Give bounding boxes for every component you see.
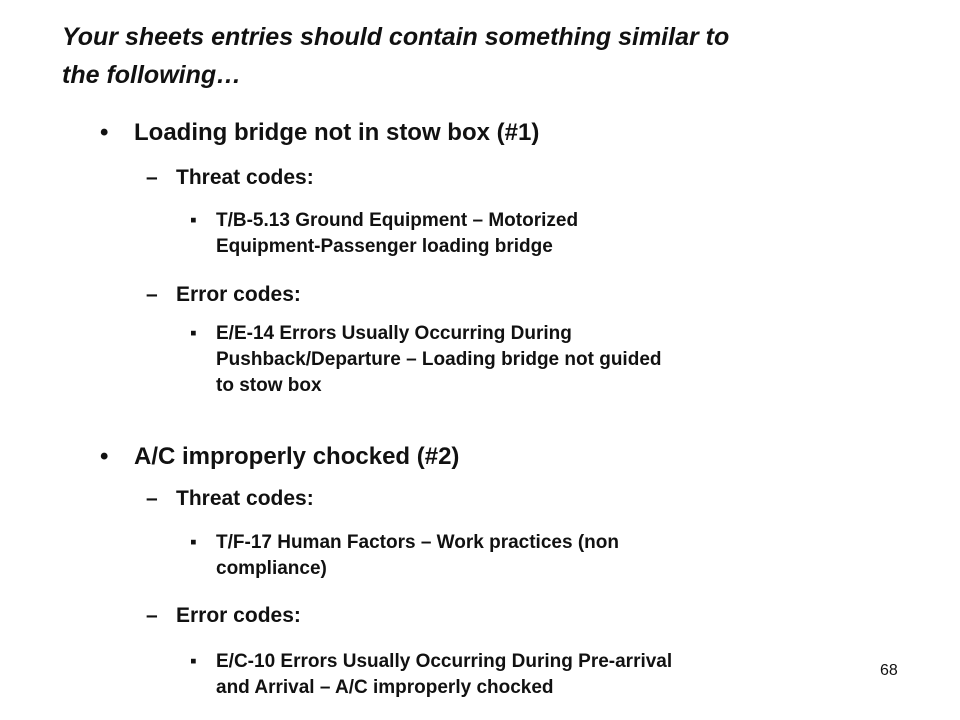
bullet-square-icon: ▪ [190, 651, 197, 672]
error-code-line: E/C-10 Errors Usually Occurring During Pre-arrival [216, 651, 673, 672]
bullet-dot-icon: • [100, 443, 109, 470]
section-heading-text: A/C improperly chocked (#2) [134, 443, 460, 470]
error-code-line: E/E-14 Errors Usually Occurring During [216, 323, 572, 344]
section-2-heading [100, 442, 459, 472]
section-1-threat-code [190, 208, 578, 260]
section-2-error-code [190, 649, 672, 701]
bullet-square-icon: ▪ [190, 323, 197, 344]
bullet-dash-icon: – [146, 604, 158, 627]
bullet-dash-icon: – [146, 283, 158, 306]
threat-label-text: Threat codes: [176, 487, 314, 510]
threat-code-line: T/F-17 Human Factors – Work practices (non [216, 532, 619, 553]
title-line-1: Your sheets entries should contain something similar to [62, 23, 730, 51]
threat-label-text: Threat codes: [176, 166, 314, 189]
section-1-heading [100, 118, 539, 148]
section-1-threat-label [146, 165, 314, 191]
section-2-threat-label [146, 486, 314, 512]
title-line-2: the following… [62, 61, 242, 89]
section-heading-text: Loading bridge not in stow box (#1) [134, 119, 540, 146]
section-2-threat-code [190, 530, 619, 582]
slide-title [62, 18, 942, 94]
bullet-dash-icon: – [146, 166, 158, 189]
section-1-error-label [146, 282, 301, 308]
bullet-square-icon: ▪ [190, 210, 197, 231]
bullet-dash-icon: – [146, 487, 158, 510]
threat-code-line: T/B-5.13 Ground Equipment – Motorized [216, 210, 579, 231]
page-number: 68 [880, 662, 898, 679]
bullet-square-icon: ▪ [190, 532, 197, 553]
error-code-line: to stow box [216, 375, 322, 396]
threat-code-line: compliance) [216, 558, 327, 579]
error-label-text: Error codes: [176, 604, 301, 627]
error-code-line: Pushback/Departure – Loading bridge not guided [216, 349, 662, 370]
bullet-dot-icon: • [100, 119, 109, 146]
error-code-line: and Arrival – A/C improperly chocked [216, 677, 554, 698]
section-2-error-label [146, 603, 301, 629]
error-label-text: Error codes: [176, 283, 301, 306]
section-1-error-code [190, 321, 662, 399]
threat-code-line: Equipment-Passenger loading bridge [216, 236, 553, 257]
